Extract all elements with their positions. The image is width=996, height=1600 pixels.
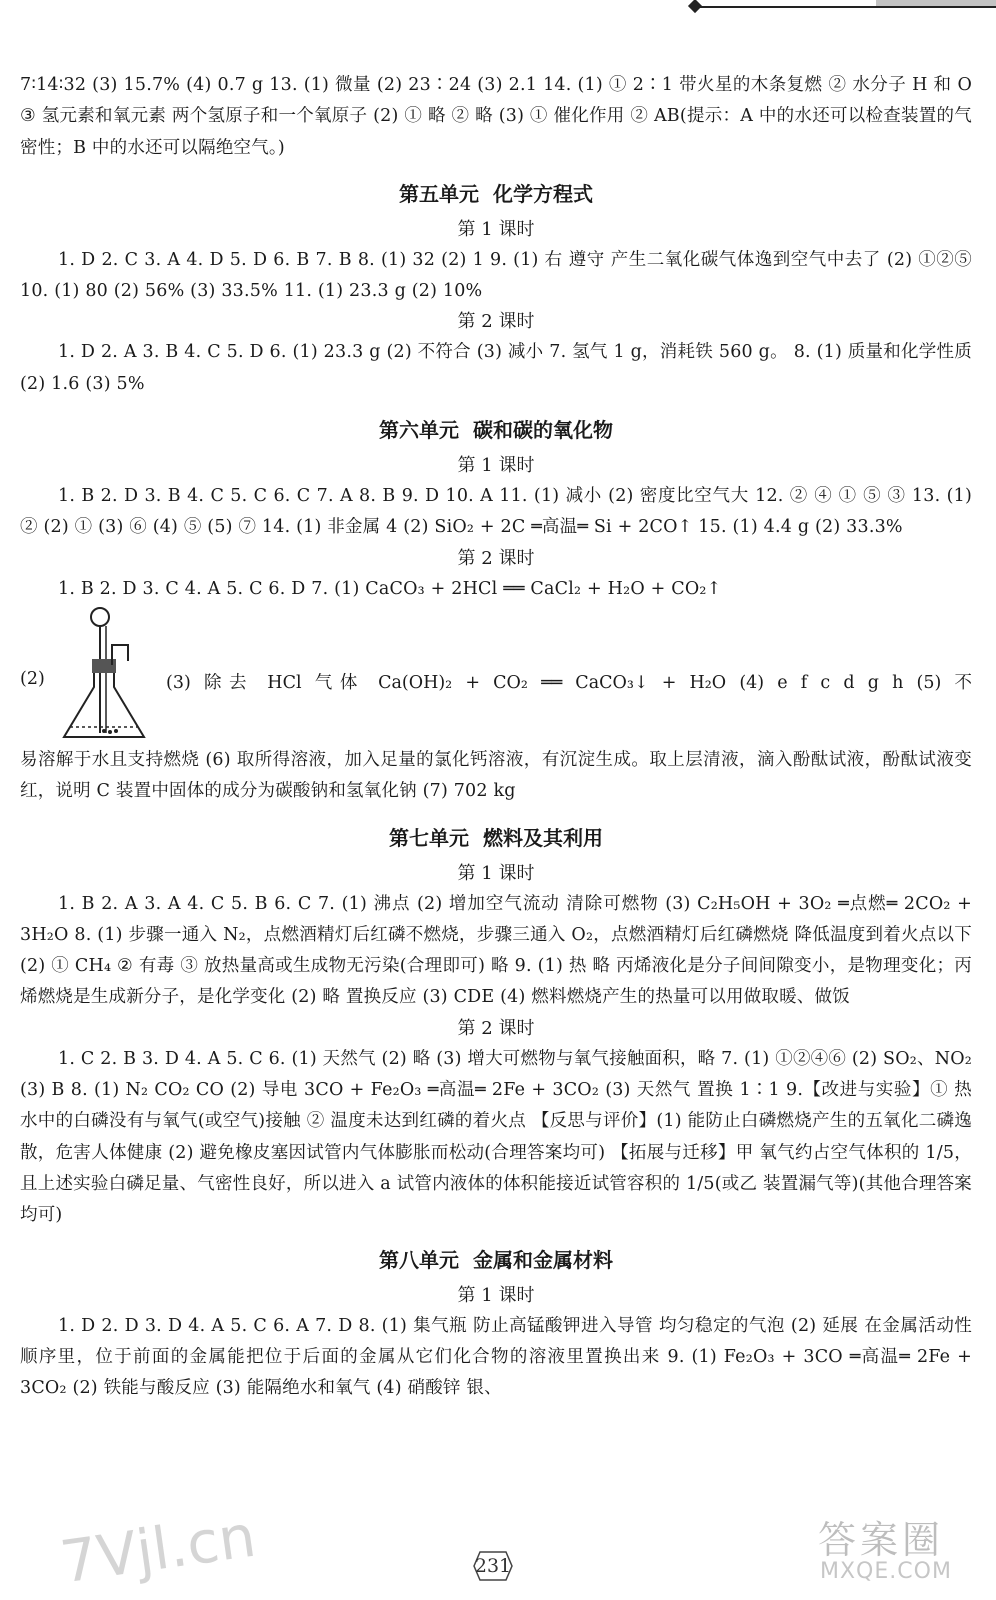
unit6-lesson2-rest: 易溶解于水且支持燃烧 (6) 取所得溶液，加入足量的氯化钙溶液，有沉淀生成。取上层清液，滴入酚酞试液，酚酞试液变红，说明 C 装置中固体的成分为碳酸钠和氢氧化钠 (7) 702 kg <box>20 749 972 802</box>
unit8-lesson1-answers: 1. D 2. D 3. D 4. A 5. C 6. A 7. D 8. (1) 集气瓶 防止高锰酸钾进入导管 均匀稳定的气泡 (2) 延展 在金属活动性顺序里，位于前面的金属能把位于后面的金属从它们化合物的溶液里置换出来 9. (1) Fe₂O₃ + 3CO ═高温═ 2Fe + 3CO₂ (2) 铁能与酸反应 (3) 能隔绝水和氧气 (4) 硝酸锌 银、 <box>20 1315 972 1399</box>
unit8-heading <box>20 1246 972 1274</box>
watermark-logo <box>812 1505 972 1595</box>
figure-label: (2) <box>20 668 45 689</box>
unit5-lesson1-title: 第 1 课时 <box>457 218 535 240</box>
unit6-lesson2-title: 第 2 课时 <box>457 547 535 569</box>
page-number-badge <box>468 1546 518 1586</box>
page-number: 231 <box>474 1555 512 1577</box>
unit6-lesson1-answers: 1. B 2. D 3. B 4. C 5. C 6. C 7. A 8. B 9. D 10. A 11. (1) 减小 (2) 密度比空气大 12. ② ④ ① ⑤ ③ 13. (1) ② (2) ① (3) ⑥ (4) ⑤ (5) ⑦ 14. (1) 非金属 4 (2) SiO₂ + 2C ═高温═ Si + 2CO↑ 15. (1) 4.4 g (2) 33.3% <box>20 486 972 538</box>
figure-side-answers: (3) 除去 HCl 气体 Ca(OH)₂ + CO₂ ══ CaCO₃↓ + H₂O (4) e f c d g h (5) 不 <box>166 672 972 693</box>
unit7-lesson2-answers: 1. C 2. B 3. D 4. A 5. C 6. (1) 天然气 (2) 略 (3) 增大可燃物与氧气接触面积，略 7. (1) ①②④⑥ (2) SO₂、NO₂ (3) B 8. (1) N₂ CO₂ CO (2) 导电 3CO + Fe₂O₃ ═高温═ 2Fe + 3CO₂ (3) 天然气 置换 1∶1 9.【改进与实验】① 热水中的白磷没有与氧气(或空气)接触 ② 温度未达到红磷的着火点 【反思与评价】(1) 能防止白磷燃烧产生的五氧化二磷逸散，危害人体健康 (2) 避免橡皮塞因试管内气体膨胀而松动(合理答案均可) 【拓展与迁移】甲 氧气约占空气体积的 1/5，且上述实验白磷足量、气密性良好，所以进入 a 试管内液体的体积能接近试管容积的 1/5(或乙 装置漏气等)(其他合理答案均可) <box>20 1048 972 1226</box>
unit7-lesson2-title: 第 2 课时 <box>457 1017 535 1039</box>
unit6-lesson1-title: 第 1 课时 <box>457 455 535 477</box>
unit5-lesson1-answers: 1. D 2. C 3. A 4. D 5. D 6. B 7. B 8. (1) 32 (2) 1 9. (1) 右 遵守 产生二氧化碳气体逸到空气中去了 (2) ①②⑤ 10. (1) 80 (2) 56% (3) 33.5% 11. (1) 23.3 g (2) 10% <box>20 249 972 302</box>
answer-key-body <box>20 70 972 1404</box>
unit6-number: 第六单元 <box>379 418 459 443</box>
unit8-name: 金属和金属材料 <box>473 1247 613 1272</box>
unit6-heading <box>20 416 972 444</box>
unit5-lesson2-answers: 1. D 2. A 3. B 4. C 5. D 6. (1) 23.3 g (2) 不符合 (3) 减小 7. 氢气 1 g，消耗铁 560 g。 8. (1) 质量和化学性质 (2) 1.6 (3) 5% <box>20 342 972 394</box>
watermark-logo-cn: 答案圈 <box>818 1518 945 1562</box>
unit8-lesson1-title: 第 1 课时 <box>457 1284 535 1306</box>
unit6-lesson2-line1: 1. B 2. D 3. C 4. A 5. C 6. D 7. (1) CaCO₃ + 2HCl ══ CaCl₂ + H₂O + CO₂↑ <box>58 578 722 599</box>
intro-paragraph: 7∶14∶32 (3) 15.7% (4) 0.7 g 13. (1) 微量 (2) 23∶24 (3) 2.1 14. (1) ① 2∶1 带火星的木条复燃 ② 水分子 H 和 O ③ 氢元素和氧元素 两个氢原子和一个氧原子 (2) ① 略 ② 略 (3) ① 催化作用 ② AB(提示：A 中的水还可以检查装置的气密性；B 中的水还可以隔绝空气。) <box>20 75 972 158</box>
apparatus-figure-row <box>20 605 972 745</box>
watermark-site: 7Vjl.cn <box>56 1501 260 1597</box>
unit7-name: 燃料及其利用 <box>483 825 603 850</box>
unit7-lesson1-title: 第 1 课时 <box>457 862 535 884</box>
unit5-heading <box>20 180 972 208</box>
unit5-name: 化学方程式 <box>493 181 593 206</box>
watermark-logo-en: MXQE.COM <box>820 1559 952 1584</box>
header-tab <box>876 0 996 6</box>
unit7-lesson1-answers: 1. B 2. A 3. A 4. C 5. B 6. C 7. (1) 沸点 (2) 增加空气流动 清除可燃物 (3) C₂H₅OH + 3O₂ ═点燃═ 2CO₂ + 3H₂O 8. (1) 步骤一通入 N₂，点燃酒精灯后红磷不燃烧，步骤三通入 O₂，点燃酒精灯后红磷燃烧 降低温度到着火点以下 (2) ① CH₄ ② 有毒 ③ 放热量高或生成物无污染(合理即可) 略 9. (1) 热 略 丙烯液化是分子间间隙变小，是物理变化；丙烯燃烧是生成新分子，是化学变化 (2) 略 置换反应 (3) CDE (4) 燃料燃烧产生的热量可以用做取暖、做饭 <box>20 893 972 1008</box>
header-decoration <box>690 0 996 14</box>
unit5-lesson2-title: 第 2 课时 <box>457 311 535 333</box>
unit7-heading <box>20 824 972 852</box>
unit7-number: 第七单元 <box>389 825 469 850</box>
header-rule <box>700 6 996 8</box>
unit6-name: 碳和碳的氧化物 <box>473 418 613 443</box>
unit8-number: 第八单元 <box>379 1247 459 1272</box>
flask-apparatus-icon <box>56 605 156 745</box>
unit5-number: 第五单元 <box>399 181 479 206</box>
